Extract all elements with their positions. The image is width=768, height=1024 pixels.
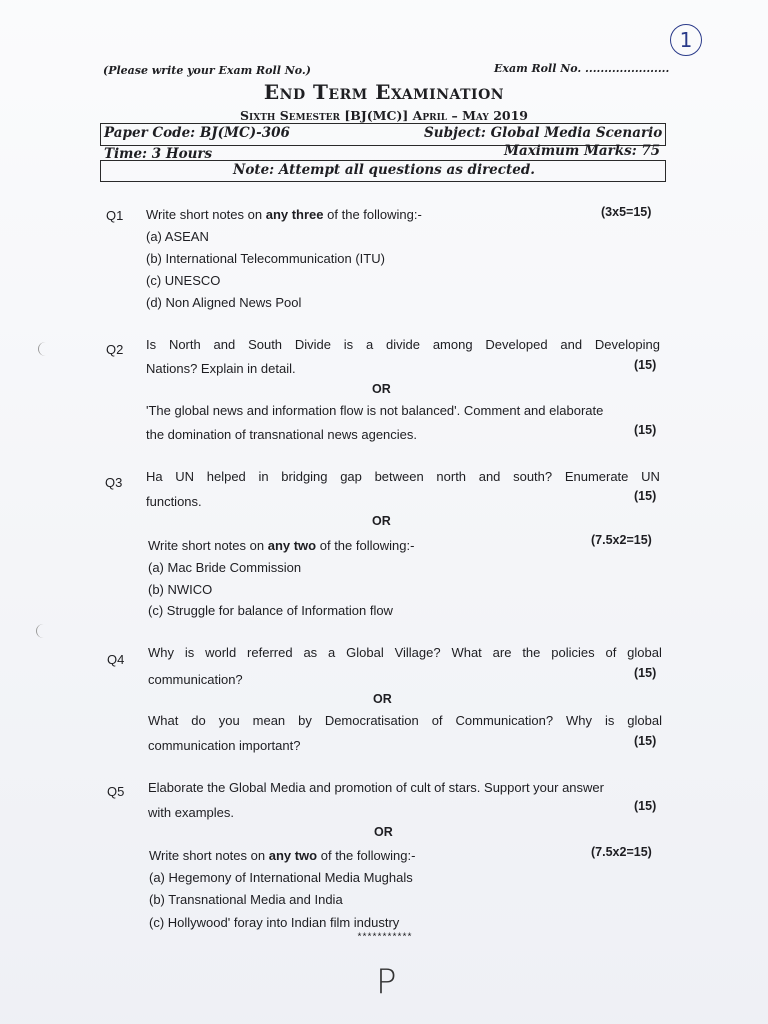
- question-text: 'The global news and information flow is not balanced'. Comment and elaborate: [146, 403, 604, 418]
- question-text: Write short notes on any two of the following:-: [148, 538, 415, 553]
- question-marks: (7.5x2=15): [591, 533, 652, 547]
- question-number: Q4: [107, 652, 125, 667]
- question-text: Elaborate the Global Media and promotion of cult of stars. Support your answer: [148, 780, 604, 795]
- question-text: Write short notes on any three of the following:-: [146, 207, 422, 222]
- question-marks: (15): [634, 423, 657, 437]
- question-number: Q5: [107, 784, 125, 799]
- semester-line: Sixth Semester [BJ(MC)] April – May 2019: [239, 108, 529, 123]
- question-marks: (7.5x2=15): [591, 845, 652, 859]
- question-marks: (15): [634, 799, 657, 813]
- question-marks: (15): [634, 489, 657, 503]
- question-text: Write short notes on any two of the following:-: [149, 848, 416, 863]
- page-title: End Term Examination: [263, 80, 505, 104]
- question-text: functions.: [146, 494, 202, 509]
- punch-hole-mark: [38, 342, 53, 356]
- question-number: Q2: [106, 342, 124, 357]
- roll-number-instruction: (Please write your Exam Roll No.): [103, 64, 311, 77]
- end-of-paper-stars: ***********: [356, 933, 412, 944]
- question-number: Q1: [106, 208, 124, 223]
- question-text: with examples.: [148, 805, 234, 820]
- question-marks: (15): [634, 734, 657, 748]
- list-item: (a) Hegemony of International Media Mughals: [149, 870, 413, 885]
- exam-roll-label: Exam Roll No. ......................: [494, 62, 670, 75]
- question-text: communication?: [148, 672, 243, 687]
- question-text: Why is world referred as a Global Village? What are the policies of global: [148, 645, 662, 660]
- paper-code: Paper Code: BJ(MC)-306: [104, 125, 290, 141]
- list-item: (c) Hollywood' foray into Indian film industry: [149, 915, 400, 930]
- or-separator: OR: [372, 514, 391, 528]
- or-separator: OR: [373, 692, 392, 706]
- list-item: (a) Mac Bride Commission: [148, 560, 302, 575]
- subject: Subject: Global Media Scenario: [424, 125, 663, 141]
- list-item: (c) Struggle for balance of Information flow: [148, 603, 393, 618]
- question-text: Is North and South Divide is a divide among Developed and Developing: [146, 337, 660, 352]
- list-item: (a) ASEAN: [146, 229, 209, 244]
- question-marks: (3x5=15): [601, 205, 652, 219]
- question-text: communication important?: [148, 738, 301, 753]
- time-allowed: Time: 3 Hours: [104, 146, 213, 162]
- question-marks: (15): [634, 358, 657, 372]
- punch-hole-mark: [36, 624, 51, 638]
- list-item: (b) International Telecommunication (ITU): [146, 251, 385, 266]
- handwritten-mark: P: [376, 962, 397, 1002]
- question-text: the domination of transnational news agencies.: [146, 427, 418, 442]
- page-number-mark: 1: [670, 24, 702, 56]
- list-item: (c) UNESCO: [146, 273, 221, 288]
- maximum-marks: Maximum Marks: 75: [504, 143, 661, 159]
- list-item: (b) Transnational Media and India: [149, 892, 343, 907]
- question-number: Q3: [105, 475, 123, 490]
- question-text: Ha UN helped in bridging gap between north and south? Enumerate UN: [146, 469, 660, 484]
- or-separator: OR: [372, 382, 391, 396]
- or-separator: OR: [374, 825, 393, 839]
- question-text: What do you mean by Democratisation of Communication? Why is global: [148, 713, 662, 728]
- list-item: (d) Non Aligned News Pool: [146, 295, 302, 310]
- question-marks: (15): [634, 666, 657, 680]
- question-text: Nations? Explain in detail.: [146, 361, 296, 376]
- instructions-note: Note: Attempt all questions as directed.: [233, 162, 535, 178]
- list-item: (b) NWICO: [148, 582, 213, 597]
